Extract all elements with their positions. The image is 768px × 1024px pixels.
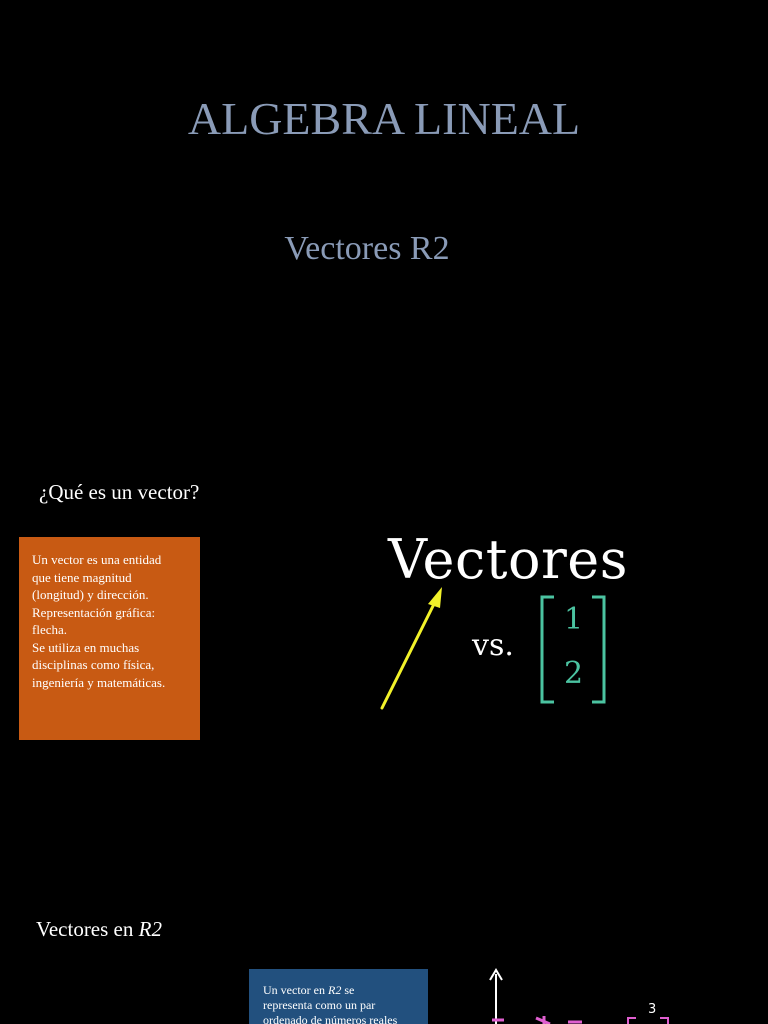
r2-line1-var: R2: [327, 983, 342, 997]
page-title: ALGEBRA LINEAL: [187, 93, 581, 144]
r2-definition-line-3: ordenado de números reales: [263, 1013, 398, 1024]
r2-definition-line-2: representa como un par: [263, 998, 376, 1012]
pink-bracket: [628, 1018, 636, 1024]
r2-definition-box: [249, 969, 428, 1024]
definition-line: Se utiliza en muchas: [32, 639, 140, 655]
vectors-vs-column-figure: [370, 520, 630, 720]
right-bracket: [592, 597, 604, 702]
definition-line: (longitud) y dirección.: [32, 587, 149, 602]
definition-line: Representación gráfica:: [32, 604, 156, 620]
section-heading-what-is-vector: ¿Qué es un vector?: [39, 480, 200, 504]
figure-vs-label: vs.: [472, 628, 514, 663]
definition-line: Un vector es una entidad: [32, 552, 162, 567]
r2-line1-suffix: se: [341, 983, 355, 997]
section-heading-vectors-r2: [36, 917, 162, 942]
heading-prefix: Vectores en: [36, 917, 139, 941]
definition-line: flecha.: [32, 622, 68, 637]
pink-bracket-right: [660, 1018, 668, 1024]
r2-line1-prefix: Un vector en: [263, 983, 328, 997]
figure-word-vectores: Vectores: [388, 528, 628, 591]
heading-variable: R2: [138, 917, 162, 941]
r2-vector-figure: [470, 960, 680, 1024]
page-subtitle: Vectores R2: [284, 230, 450, 267]
definition-line: disciplinas como física,: [32, 657, 155, 672]
definition-line: que tiene magnitud: [32, 569, 132, 585]
definition-box: [19, 537, 200, 740]
r2-column-entry: 3: [648, 1002, 657, 1017]
column-entry-2: 2: [564, 656, 584, 691]
definition-line: ingeniería y matemáticas.: [32, 674, 166, 690]
yellow-arrow-shaft: [382, 600, 436, 708]
column-entry-1: 1: [564, 602, 584, 637]
r2-definition-line-1: [263, 983, 418, 998]
left-bracket: [542, 597, 554, 702]
